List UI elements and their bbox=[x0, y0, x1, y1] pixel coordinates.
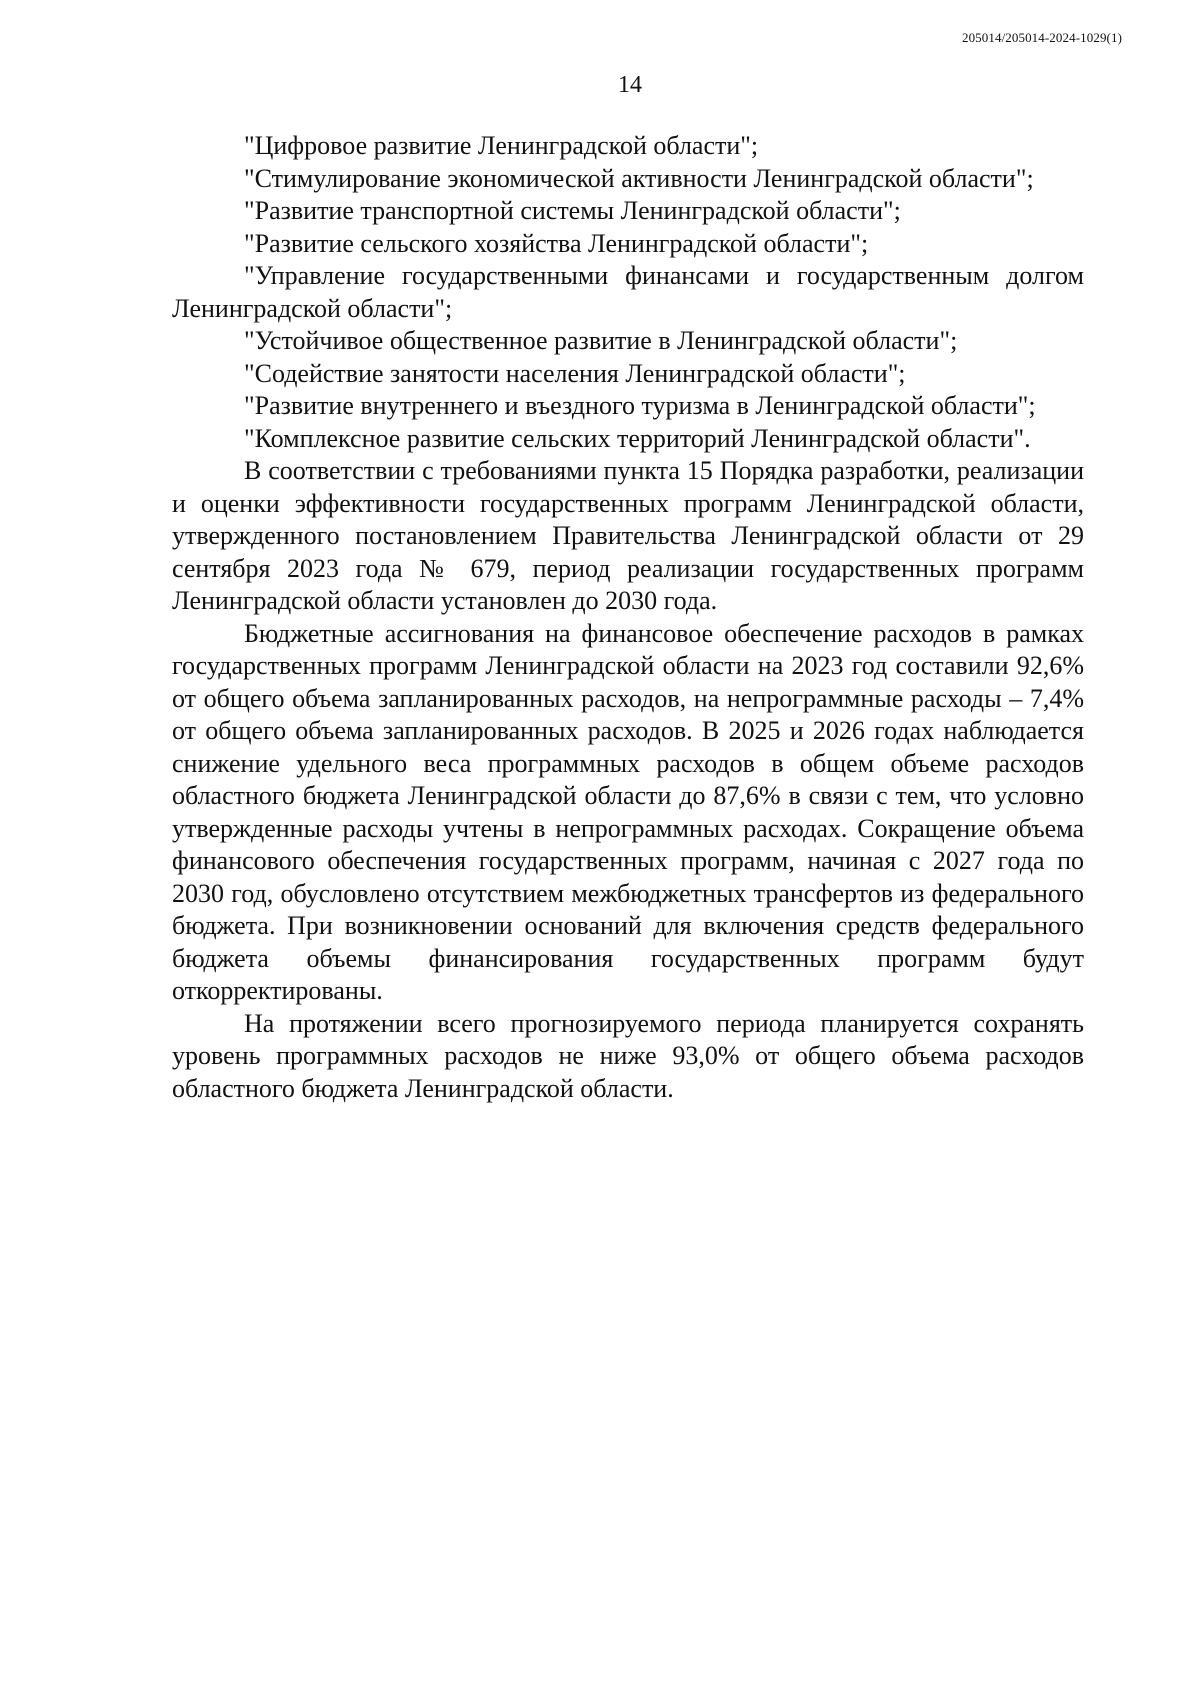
program-item-social: "Устойчивое общественное развитие в Ленинградской области"; bbox=[244, 326, 958, 355]
page-number: 14 bbox=[618, 72, 642, 98]
document-body bbox=[172, 130, 1084, 1105]
paragraph-implementation-period: В соответствии с требованиями пункта 15 Порядка разработки, реализации и оценки эффективности государственных программ Ленинградской области, утвержденного постановлением Правительства Ленинградской области от 29 сентября 2023 года № 679, период реализации государственных программ Ленинградской области установлен до 2030 года. bbox=[172, 456, 1084, 615]
document-id: 205014/205014-2024-1029(1) bbox=[961, 30, 1122, 45]
program-item-finance: "Управление государственными финансами и государственным долгом Ленинградской области"; bbox=[172, 261, 1084, 323]
program-item-transport: "Развитие транспортной системы Ленинградской области"; bbox=[244, 196, 901, 225]
program-item-economic: "Стимулирование экономической активности Ленинградской области"; bbox=[244, 163, 1034, 193]
paragraph-forecast-level: На протяжении всего прогнозируемого периода планируется сохранять уровень программных расходов не ниже 93,0% от общего объема расходов областного бюджета Ленинградской области. bbox=[172, 1008, 1084, 1103]
program-item-employment: "Содействие занятости населения Ленинградской области"; bbox=[244, 358, 906, 388]
program-item-agriculture: "Развитие сельского хозяйства Ленинградской области"; bbox=[244, 228, 869, 258]
paragraph-budget-allocations: Бюджетные ассигнования на финансовое обеспечение расходов в рамках государственных программ Ленинградской области на 2023 год составили 92,6% от общего объема запланированных расходов, на непрограммные расходы – 7,4% от общего объема запланированных расходов. В 2025 и 2026 годах наблюдается снижение удельного веса программных расходов в общем объеме расходов областного бюджета Ленинградской области до 87,6% в связи с тем, что условно утвержденные расходы учтены в непрограммных расходах. Сокращение объема финансового обеспечения государственных программ, начиная с 2027 года по 2030 год, обусловлено отсутствием межбюджетных трансфертов из федерального бюджета. При возникновении оснований для включения средств федерального бюджета объемы финансирования государственных программ будут откорректированы. bbox=[172, 618, 1084, 1005]
program-item-digital: "Цифровое развитие Ленинградской области"; bbox=[244, 131, 759, 160]
program-item-tourism: "Развитие внутреннего и въездного туризма в Ленинградской области"; bbox=[244, 391, 1036, 420]
program-item-rural: "Комплексное развитие сельских территорий Ленинградской области". bbox=[244, 423, 1031, 453]
